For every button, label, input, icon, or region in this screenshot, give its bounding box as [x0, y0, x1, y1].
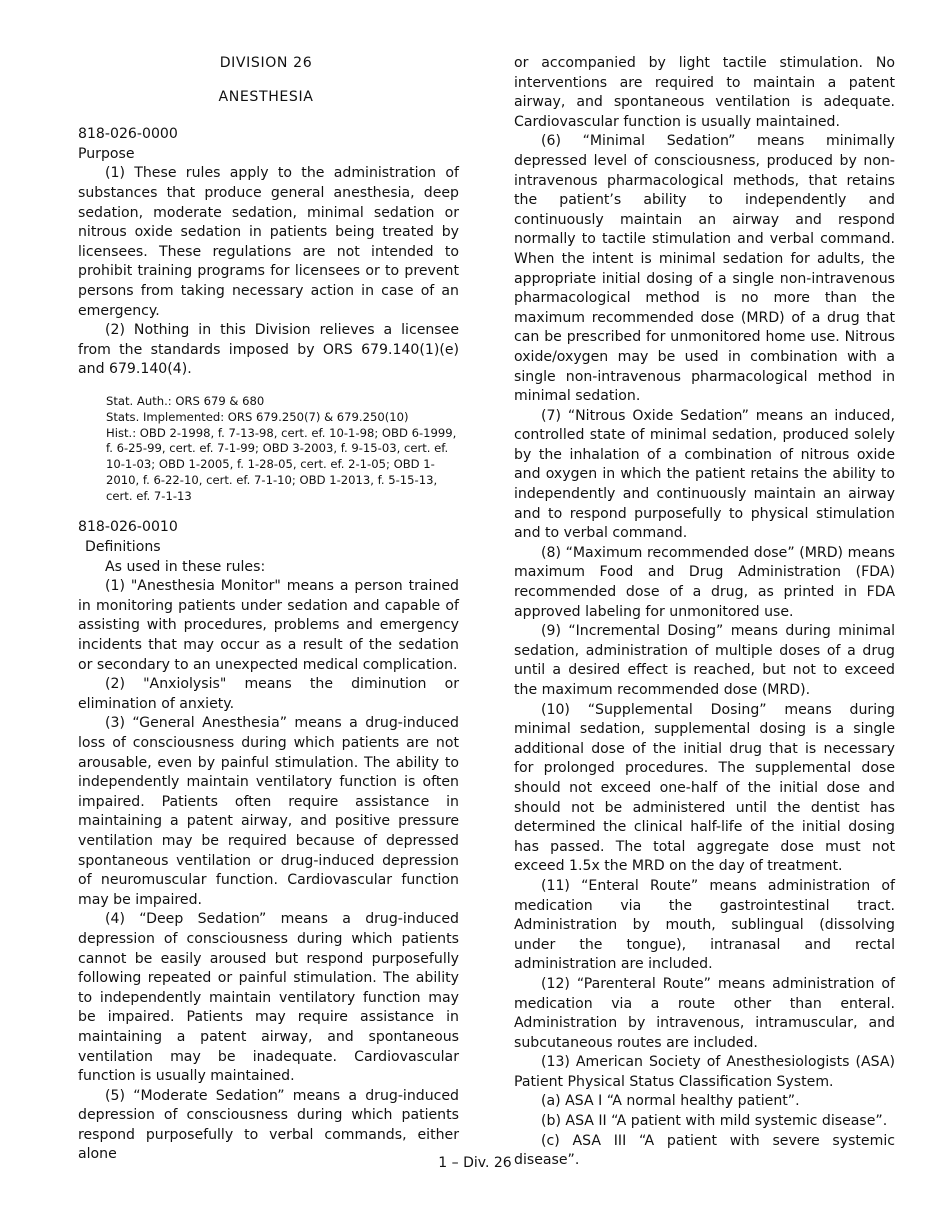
rule-title: Purpose — [78, 145, 135, 162]
rule-title: Definitions — [85, 539, 161, 556]
history: Hist.: OBD 2-1998, f. 7-13-98, cert. ef. 10-1-98; OBD 6-1999, f. 6-25-99, cert. ef. 7-1-99; OBD 3-2003, f. 9-15-03, cert. ef. 10-1-03; OBD 1-2005, f. 1-28-05, cert. ef. 2-1-05; OBD 1-2010, f. 6-22-10, cert. ef. 7-1-10; OBD 1-2013, f. 5-15-13, cert. ef. 7-1-13 — [106, 425, 457, 503]
definition-paragraph: (11) “Enteral Route” means administration of medication via the gastrointestinal tract. Administration by mouth, sublingual (dissolving under the tongue), intranasal and rectal administration are included. — [514, 877, 895, 973]
stat-auth: Stat. Auth.: ORS 679 & 680 — [106, 393, 265, 408]
definition-paragraph: (6) “Minimal Sedation” means minimally depressed level of consciousness, produced by non-intravenous pharmacological methods, that retains the patient’s ability to independently and continuously maintain an airway and respond normally to tactile stimulation and verbal command. When the intent is minimal sedation for adults, the appropriate initial dosing of a single non-intravenous pharmacological method is no more than the maximum recommended dose (MRD) of a drug that can be prescribed for unmonitored home use. Nitrous oxide/oxygen may be used in combination with a single non-intravenous pharmacological method in minimal sedation. — [514, 133, 895, 405]
asa-class-item: (c) ASA III “A patient with severe systemic disease”. — [514, 1132, 895, 1169]
rule-number: 818-026-0000 — [78, 126, 178, 143]
page-footer: 1 – Div. 26 — [438, 1155, 512, 1171]
definition-paragraph: (5) “Moderate Sedation” means a drug-induced depression of consciousness during which patients respond purposefully to verbal commands, either alone — [78, 1087, 459, 1163]
definition-paragraph: (2) "Anxiolysis" means the diminution or elimination of anxiety. — [78, 676, 459, 712]
paragraph: (1) These rules apply to the administration of substances that produce general anesthesia, deep sedation, moderate sedation, minimal sedation or nitrous oxide sedation in patients being treated by licensees. These regulations are not intended to prohibit training programs for licensees or to prevent persons from taking necessary action in case of an emergency. — [78, 165, 459, 319]
definition-paragraph: (3) “General Anesthesia” means a drug-induced loss of consciousness during which patients are not arousable, even by painful stimulation. The ability to independently maintain ventilatory function is often impaired. Patients often require assistance in maintaining a patent airway, and positive pressure ventilation may be required because of depressed spontaneous ventilation or drug-induced depression of neuromuscular function. Cardiovascular function may be impaired. — [78, 715, 459, 908]
definition-paragraph: (8) “Maximum recommended dose” (MRD) means maximum Food and Drug Administration (FDA) recommended dose of a drug, as printed in FDA approved labeling for unmonitored use. — [514, 544, 895, 620]
statutory-authority-block — [78, 394, 459, 505]
rule-number: 818-026-0010 — [78, 519, 178, 536]
definition-paragraph: (7) “Nitrous Oxide Sedation” means an induced, controlled state of minimal sedation, produced solely by the inhalation of a combination of nitrous oxide and oxygen in which the patient retains the ability to independently and continuously maintain an airway and to respond purposefully to physical stimulation and to verbal command. — [514, 407, 895, 542]
definition-paragraph: (10) “Supplemental Dosing” means during minimal sedation, supplemental dosing is a single additional dose of the initial drug that is necessary for prolonged procedures. The supplemental dose should not exceed one-half of the initial dose and should not be administered until the dentist has determined the clinical half-life of the initial dosing has passed. The total aggregate dose must not exceed 1.5x the MRD on the day of treatment. — [514, 701, 895, 875]
division-heading: DIVISION 26 — [219, 55, 313, 71]
definition-paragraph: (13) American Society of Anesthesiologists (ASA) Patient Physical Status Classification System. — [514, 1054, 895, 1090]
stats-implemented: Stats. Implemented: ORS 679.250(7) & 679.250(10) — [106, 409, 409, 424]
definition-paragraph: (4) “Deep Sedation” means a drug-induced depression of consciousness during which patients cannot be easily aroused but respond purposefully following repeated or painful stimulation. The ability to independently maintain ventilatory function may be impaired. Patients may require assistance in maintaining a patent airway, and spontaneous ventilation may be inadequate. Cardiovascular function is usually maintained. — [78, 911, 459, 1085]
right-column — [514, 54, 895, 1171]
asa-class-item: (a) ASA I “A normal healthy patient”. — [541, 1093, 800, 1110]
asa-class-item: (b) ASA II “A patient with mild systemic disease”. — [541, 1113, 888, 1130]
paragraph: (2) Nothing in this Division relieves a licensee from the standards imposed by ORS 679.140(1)(e) and 679.140(4). — [78, 322, 459, 378]
definition-paragraph: (9) “Incremental Dosing” means during minimal sedation, administration of multiple doses of a drug until a desired effect is reached, but not to exceed the maximum recommended dose (MRD). — [514, 623, 895, 698]
definition-paragraph: (1) "Anesthesia Monitor" means a person trained in monitoring patients under sedation and capable of assisting with procedures, problems and emergency incidents that may occur as a result of the sedation or secondary to an unexpected medical complication. — [78, 578, 459, 673]
continued-paragraph: or accompanied by light tactile stimulation. No interventions are required to maintain a patent airway, and spontaneous ventilation is adequate. Cardiovascular function is usually maintained. — [514, 55, 895, 130]
definition-paragraph: (12) “Parenteral Route” means administration of medication via a route other than enteral. Administration by intravenous, intramuscular, and subcutaneous routes are included. — [514, 975, 895, 1051]
definitions-intro: As used in these rules: — [105, 558, 266, 575]
subject-heading: ANESTHESIA — [218, 88, 314, 105]
left-column — [78, 54, 459, 1165]
